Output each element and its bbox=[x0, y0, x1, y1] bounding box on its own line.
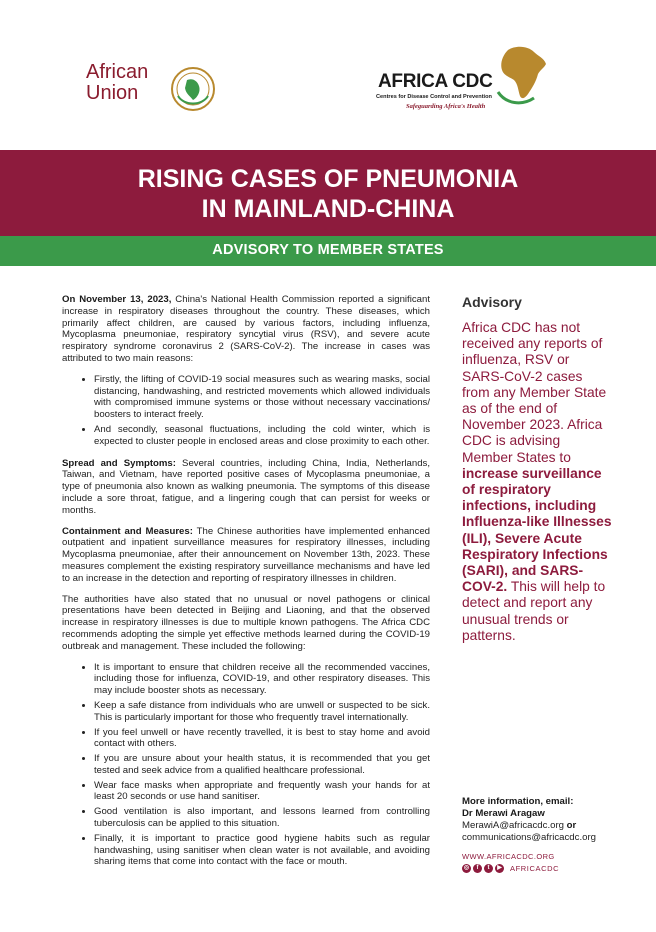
contact-block: More information, email: Dr Merawi Aragaw MerawiA@africacdc.org or communications@africacdc.org bbox=[462, 796, 642, 844]
social-handle: AFRICACDC bbox=[510, 864, 560, 873]
cdc-subtitle: Centres for Disease Control and Prevention bbox=[376, 94, 492, 100]
list-item: • It is important to ensure that children receive all the recommended vaccines, including those for influenza, COVID-19, and other respiratory diseases. This may include booster shots as necessary. bbox=[94, 662, 430, 697]
list-item: • If you feel unwell or have recently travelled, it is best to stay home and avoid contact with others. bbox=[94, 727, 430, 751]
social-links bbox=[462, 864, 559, 873]
recommendations-list bbox=[62, 662, 430, 869]
african-union-logo bbox=[86, 62, 246, 122]
list-item: • Keep a safe distance from individuals who are unwell or suspected to be sick. This is particularly important for those who frequently travel internationally. bbox=[94, 700, 430, 724]
website-link[interactable]: WWW.AFRICACDC.ORG bbox=[462, 852, 555, 861]
advisory-heading: Advisory bbox=[462, 294, 522, 310]
instagram-icon[interactable]: ◎ bbox=[463, 865, 470, 871]
facebook-icon[interactable]: f bbox=[473, 864, 482, 873]
cdc-title: AFRICA CDC bbox=[378, 71, 493, 92]
list-item: • And secondly, seasonal fluctuations, including the cold winter, which is expected to cluster people in enclosed areas and close proximity to each other. bbox=[94, 424, 430, 448]
list-item: • Wear face masks when appropriate and frequently wash your hands for at least 20 seconds or use hand sanitiser. bbox=[94, 780, 430, 804]
page-title: RISING CASES OF PNEUMONIA IN MAINLAND-CHINA bbox=[137, 165, 519, 223]
authorities-paragraph: The authorities have also stated that no unusual or novel pathogens or clinical presentations have been detected in Beijing and Liaoning, and that the observed increase in respiratory illnesses is due to multiple known pathogens. The Africa CDC recommends adopting the simple yet effective methods learned during the COVID-19 outbreak and management. These included the following: bbox=[62, 593, 430, 652]
page-subtitle: ADVISORY TO MEMBER STATES bbox=[212, 242, 444, 258]
containment-paragraph: Containment and Measures: The Chinese authorities have implemented enhanced outpatient and inpatient surveillance measures for respiratory illnesses, including Mycoplasma pneumoniae, after their announcement on November 13th, 2023. These measures complement the existing respiratory surveillance mechanisms and have led to an increase in the detection and reporting of respiratory illnesses in children. bbox=[62, 525, 430, 584]
list-item: • Firstly, the lifting of COVID-19 social measures such as wearing masks, social distancing, handwashing, and restricted movements which allowed individuals with compromised immune systems or those without necessary vaccinations/ boosters to interact freely. bbox=[94, 374, 430, 421]
list-item: • Good ventilation is also important, and lessons learned from controlling tuberculosis can be applied to this situation. bbox=[94, 806, 430, 830]
twitter-icon[interactable]: t bbox=[484, 864, 493, 873]
youtube-icon[interactable]: ▶ bbox=[495, 864, 504, 873]
reasons-list bbox=[62, 374, 430, 448]
africa-cdc-logo bbox=[372, 44, 572, 124]
au-wordmark: African Union bbox=[86, 61, 149, 104]
main-column bbox=[62, 294, 430, 878]
au-seal-icon bbox=[170, 66, 216, 112]
cdc-tagline: Safeguarding Africa's Health bbox=[406, 103, 486, 110]
advisory-sidebar bbox=[462, 294, 612, 644]
intro-paragraph: On November 13, 2023, China's National Health Commission reported a significant increase in respiratory diseases throughout the country. These diseases, which primarily affect children, are caused by various factors, including influenza, Mycoplasma pneumoniae, respiratory syncytial virus (RSV), and severe acute respiratory syndrome coronavirus 2 (SARS-CoV-2). The increase in cases was attributed to two main reasons: bbox=[62, 294, 430, 364]
list-item: • Finally, it is important to practice good hygiene habits such as regular handwashing, using sanitiser when clean water is not available, and avoiding sharing items that come into contact with the face or mouth. bbox=[94, 833, 430, 868]
email-link[interactable]: communications@africacdc.org bbox=[462, 832, 596, 843]
contact-name: Dr Merawi Aragaw bbox=[462, 808, 545, 819]
list-item: • If you are unsure about your health status, it is recommended that you get tested and seek advice from a qualified healthcare professional. bbox=[94, 753, 430, 777]
africa-map-icon bbox=[494, 44, 550, 106]
email-link[interactable]: MerawiA@africacdc.org bbox=[462, 820, 564, 831]
symptoms-paragraph: Spread and Symptoms: Several countries, including China, India, Netherlands, Taiwan, and Vietnam, have reported positive cases of Mycoplasma pneumoniae, a type of pneumonia also known as walking pneumonia. The symptoms of this disease include a sore throat, fatigue, and a lingering cough that can persist for weeks or months. bbox=[62, 457, 430, 516]
advisory-text: Africa CDC has not received any reports of influenza, RSV or SARS-CoV-2 cases from any Member State as of the end of November 2023. Africa CDC is advising Member States to increase surveillance of respiratory infections, including Influenza-like Illnesses (ILI), Severe Acute Respiratory Infections (SARI), and SARS-COV-2. This will help to detect and report any unusual trends or patterns. bbox=[462, 320, 612, 643]
